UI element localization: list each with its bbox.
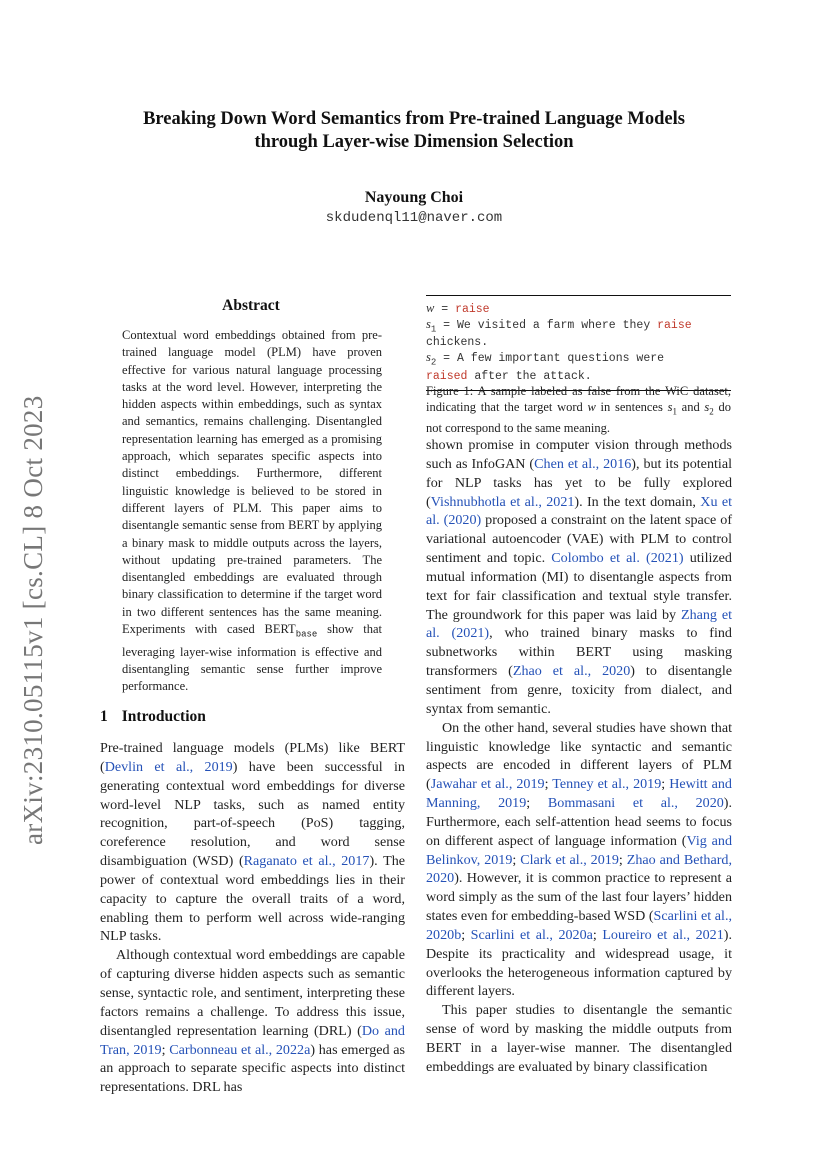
right-paragraph-1: shown promise in computer vision through methods such as InfoGAN (Chen et al., 2016), but its potential for NLP tasks has yet to be fully explored (Vishnubhotla et al., 2021). In the text domain, Xu et al. (2020) proposed a constraint on the latent space of variational autoencoder (VAE) with PLM to control sentiment and topic. Colombo et al. (2021) utilized mutual information (MI) to disentangle aspects from text for fair classification and textual style transfer. The groundwork for this paper was laid by Zhang et al. (2021), who trained binary masks to find subnetworks within BERT using masking transformers (Zhao et al., 2020) to disentangle sentiment from genre, toxicity from dialect, and syntax from semantic. (426, 437, 733, 717)
intro-paragraph-1: Pre-trained language models (PLMs) like BERT (Devlin et al., 2019) have been successful in generating contextual word embeddings for diverse word-level NLP tasks, such as named entity recognition, part-of-speech (PoS) tagging, coreference resolution, and word sense disambiguation (WSD) (Raganato et al., 2017). The power of contextual word embeddings lies in their capacity to capture the overall traits of a word, enabling them to perform well across wide-ranging NLP tasks. (100, 740, 405, 945)
figure-1-example-box (426, 295, 731, 391)
paper-title (100, 108, 728, 154)
citation-link[interactable]: Jawahar et al., 2019 (430, 776, 545, 793)
intro-paragraph-2: Although contextual word embeddings are capable of capturing diverse hidden aspects such as semantic sense, syntactic role, and sentiment, interpreting these factors remains a challenge. To address this issue, disentangled representation learning (DRL) (Do and Tran, 2019; Carbonneau et al., 2022a) has emerged as an approach to separate specific aspects into distinct representations. DRL has (100, 947, 406, 1096)
citation-link[interactable]: Devlin et al., 2019 (104, 758, 233, 775)
citation-link[interactable]: Clark et al., 2019 (520, 851, 619, 868)
citation-link[interactable]: Hewitt and Manning, 2019 (426, 776, 732, 812)
title-line-1: Breaking Down Word Semantics from Pre-trained Language Models (143, 109, 685, 129)
author-name: Nayoung Choi (364, 189, 464, 206)
left-column-body (100, 739, 405, 1097)
abstract-text: Contextual word embeddings obtained from pre-trained language model (PLM) have proven effective for various natural language processing tasks at the word level. However, interpreting the hidden aspects within embeddings, such as syntax and semantics, remains challenging. Disentangled representation learning has emerged as a promising approach, which separates specific aspects into distinct embeddings. Furthermore, different linguistic knowledge is believed to be stored in different layers of PLM. This paper aims to disentangle semantic sense from BERT by applying a binary mask to middle outputs across the layers, without updating pre-trained parameters. The disentangled embeddings are evaluated through binary classification to determine if the target word in two different sentences has the same meaning. Experiments with cased $BERT_{base}$ show that leveraging layer-wise information is effective and disentangling semantic sense further improve performance. (122, 328, 383, 694)
citation-link[interactable]: Zhao and Bethard, 2020 (426, 851, 732, 887)
citation-link[interactable]: Zhang et al. (2021) (426, 606, 733, 642)
citation-link[interactable]: Loureiro et al., 2021 (602, 926, 724, 943)
right-paragraph-2: On the other hand, several studies have shown that linguistic knowledge like syntactic and semantic aspects are encoded in different layers of PLM (Jawahar et al., 2019; Tenney et al., 2019; Hewitt and Manning, 2019; Bommasani et al., 2020). Furthermore, each self-attention head seems to focus on different aspect of language information (Vig and Belinkov, 2019; Clark et al., 2019; Zhao and Bethard, 2020). However, it is common practice to represent a word simply as the sum of the last four layers’ hidden states even for embedding-based WSD (Scarlini et al., 2020b; Scarlini et al., 2020a; Loureiro et al., 2021). Despite its practicality and widespread usage, it overlooks the heterogeneous information captured by different layers. (426, 719, 733, 1000)
citation-link[interactable]: Carbonneau et al., 2022a (169, 1041, 311, 1058)
citation-link[interactable]: Colombo et al. (2021) (551, 550, 684, 567)
citation-link[interactable]: Bommasani et al., 2020 (547, 795, 724, 812)
citation-link[interactable]: Scarlini et al., 2020b (426, 908, 732, 943)
citation-link[interactable]: Vishnubhotla et al., 2021 (430, 493, 575, 510)
figure-sentence-2: $s_2 = A$ few important questions were raised after the attack. (426, 350, 665, 383)
section-heading-introduction: 1 Introduction (100, 708, 206, 725)
citation-link[interactable]: Raganato et al., 2017 (243, 853, 370, 870)
citation-link[interactable]: Tenney et al., 2019 (552, 776, 662, 793)
citation-link[interactable]: Chen et al., 2016 (534, 455, 632, 472)
arxiv-stamp: arXiv:2310.05115v1 [cs.CL] 8 Oct 2023 (18, 395, 48, 845)
citation-link[interactable]: Do and Tran, 2019 (100, 1022, 405, 1058)
right-paragraph-3: This paper studies to disentangle the semantic sense of word by masking the middle outputs from BERT in a layer-wise manner. The disentangled embeddings are evaluated by binary classification (426, 1002, 732, 1075)
citation-link[interactable]: Zhao et al., 2020 (512, 663, 631, 680)
citation-link[interactable]: Vig and Belinkov, 2019 (426, 832, 732, 868)
author-email: skdudenql11@naver.com (325, 210, 503, 226)
figure-word-line: w = raise (426, 301, 490, 316)
figure-sentence-1: $s_1 = We$ visited a farm where they raise chickens. (426, 317, 692, 350)
abstract-heading: Abstract (222, 297, 280, 314)
citation-link[interactable]: Xu et al. (2020) (426, 493, 733, 529)
citation-link[interactable]: Scarlini et al., 2020a (470, 926, 593, 943)
figure-1-caption: Figure 1: A sample labeled as false from the WiC dataset, indicating that the target word w in sentences $s_1$ and $s_2$ do not correspond to the same meaning. (426, 384, 731, 435)
right-column-body (426, 436, 732, 1077)
title-line-2: through Layer-wise Dimension Selection (254, 132, 574, 152)
